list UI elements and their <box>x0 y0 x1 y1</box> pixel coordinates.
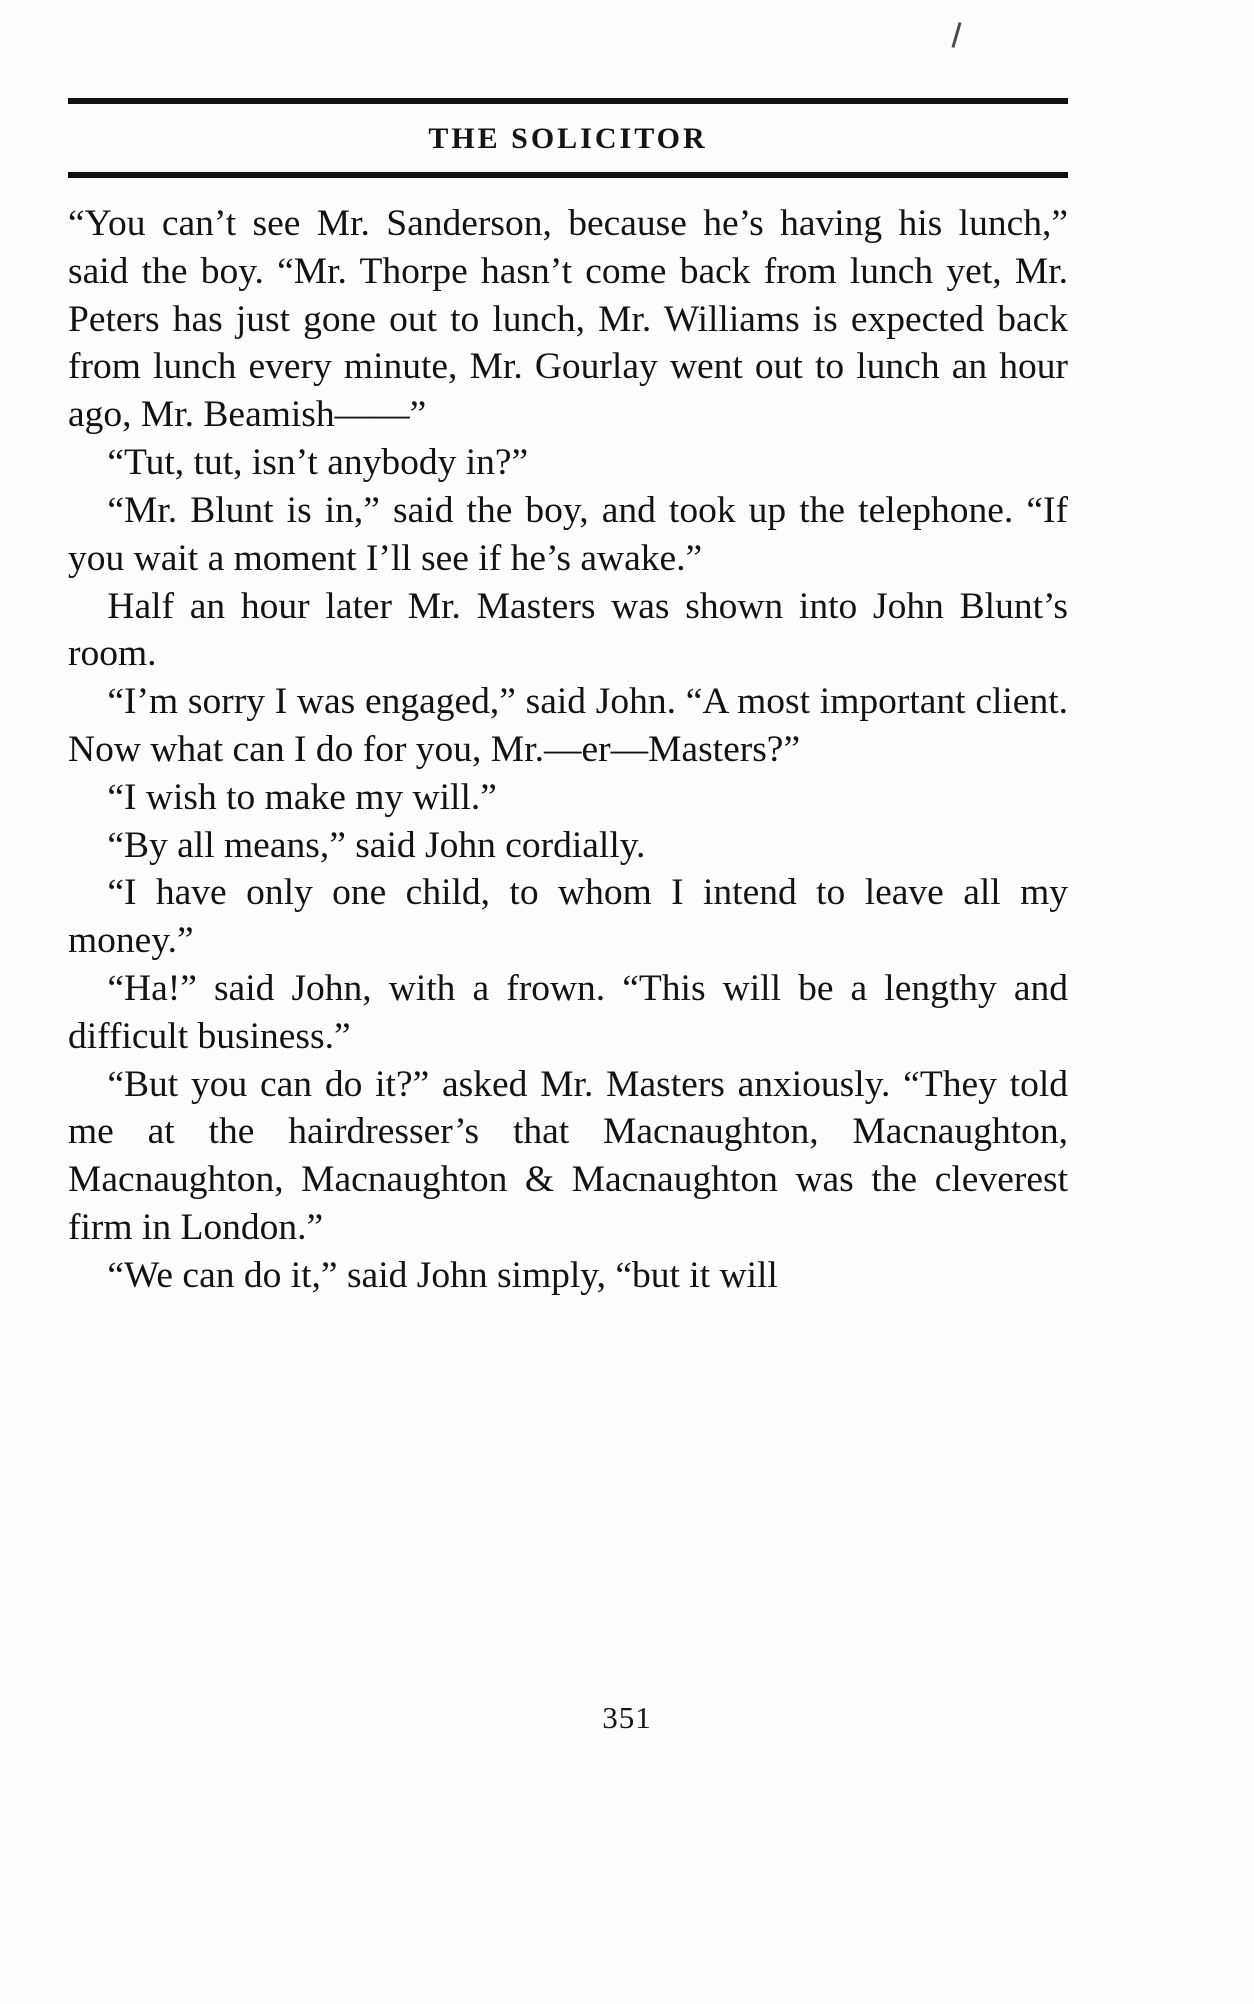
paragraph: “Tut, tut, isn’t anybody in?” <box>107 442 529 484</box>
page-number: 351 <box>602 1700 652 1735</box>
paragraph: “We can do it,” said John simply, “but it will <box>107 1254 778 1296</box>
running-head: THE SOLICITOR <box>428 122 708 155</box>
header-rule-bottom <box>68 172 1068 178</box>
paragraph: “Mr. Blunt is in,” said the boy, and took up the telephone. “If you wait a moment I’ll see if he’s awake.” <box>68 489 1068 579</box>
paragraph: Half an hour later Mr. Masters was shown into John Blunt’s room. <box>68 585 1068 675</box>
paragraph: “I wish to make my will.” <box>107 776 497 818</box>
paragraph: “By all means,” said John cordially. <box>107 824 646 866</box>
page-stray-mark <box>951 22 961 48</box>
body-text <box>68 200 1068 1300</box>
page-content <box>68 98 1068 1300</box>
paragraph: “But you can do it?” asked Mr. Masters anxiously. “They told me at the hairdresser’s that Macnaughton, Macnaughton, Macnaughton, Macnaughton & Macnaughton was the cleverest firm in London.” <box>68 1063 1068 1249</box>
paragraph: “You can’t see Mr. Sanderson, because he’s having his lunch,” said the boy. “Mr. Thorpe hasn’t come back from lunch yet, Mr. Peters has just gone out to lunch, Mr. Williams is expected back from lunch every minute, Mr. Gourlay went out to lunch an hour ago, Mr. Beamish——” <box>68 203 1068 436</box>
paragraph: “I have only one child, to whom I intend to leave all my money.” <box>68 872 1068 962</box>
paragraph: “I’m sorry I was engaged,” said John. “A most important client. Now what can I do for you, Mr.—er—Masters?” <box>68 681 1068 770</box>
paragraph: “Ha!” said John, with a frown. “This will be a lengthy and difficult business.” <box>68 968 1068 1057</box>
